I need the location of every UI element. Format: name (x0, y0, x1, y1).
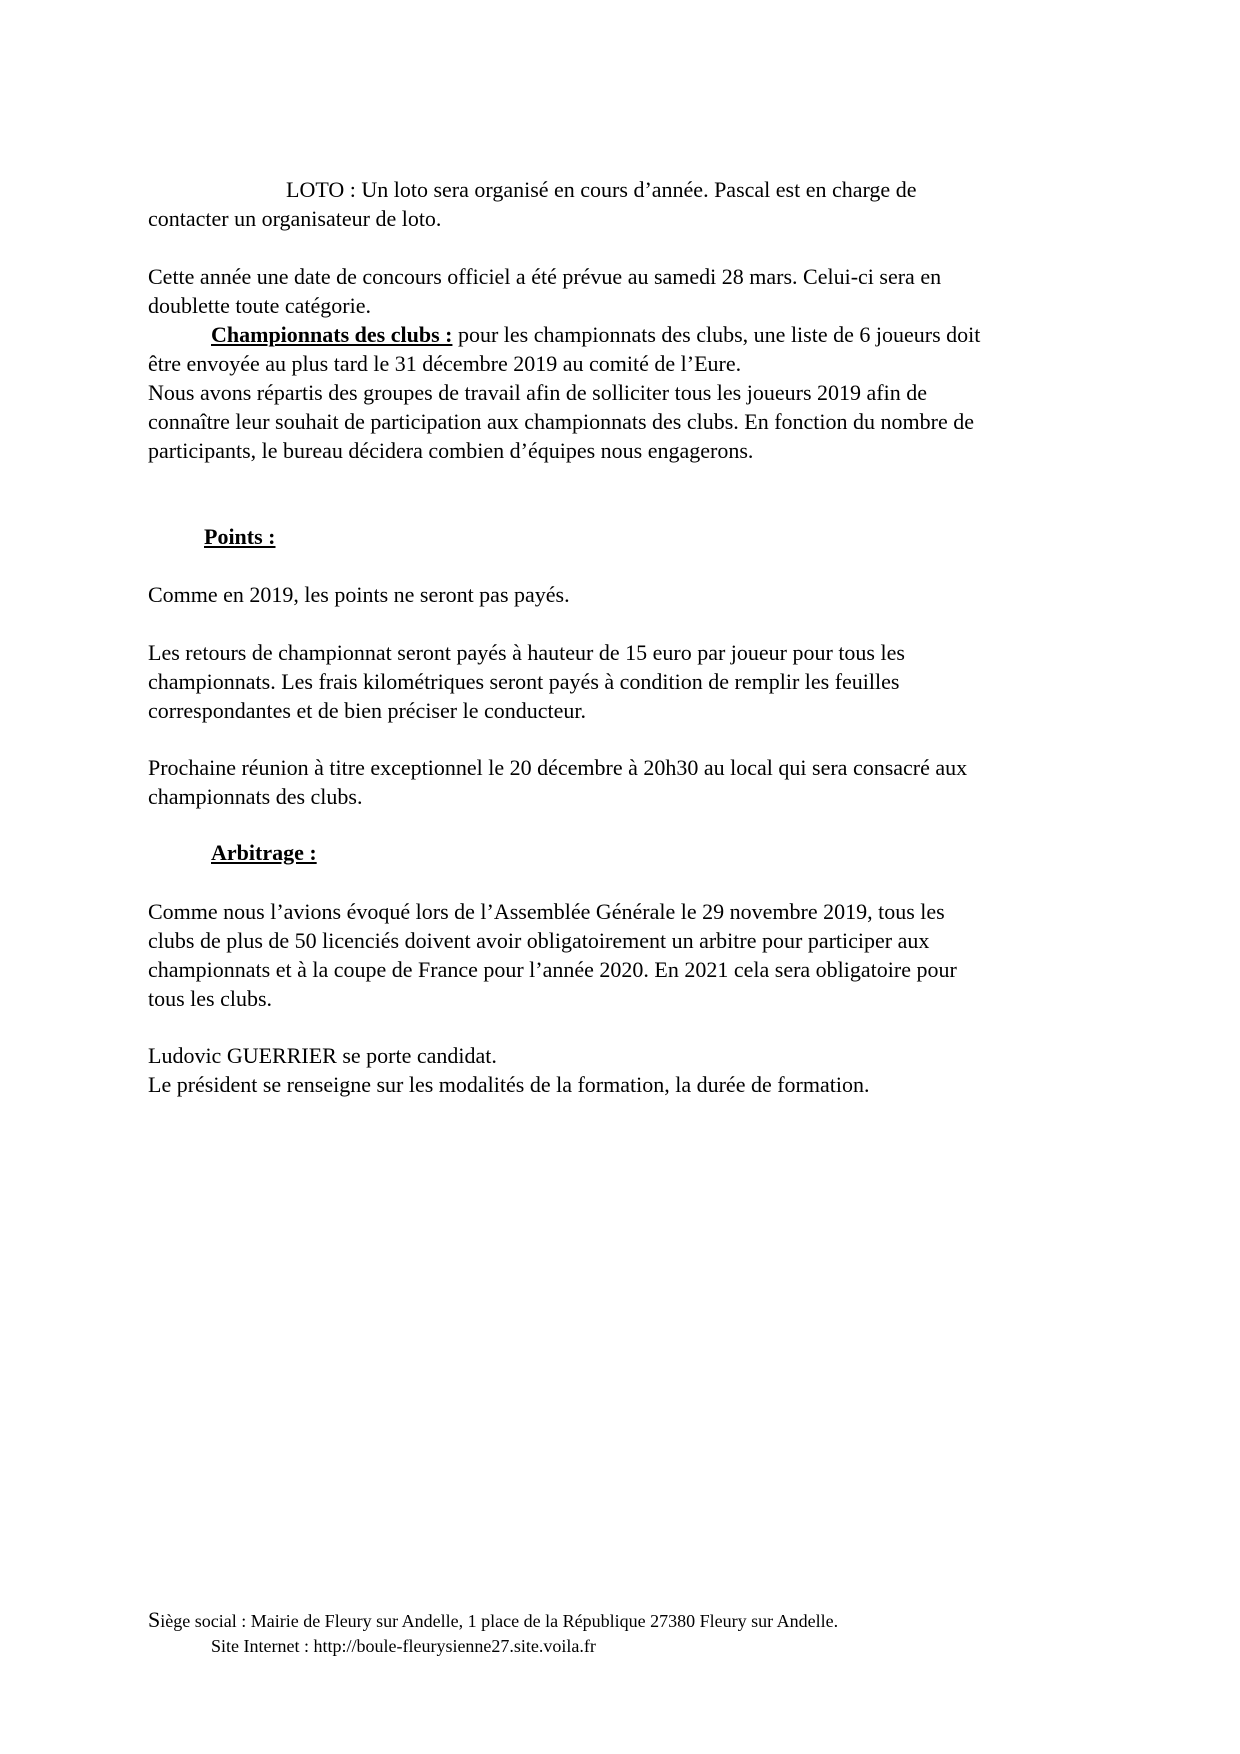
loto-line-1: LOTO : Un loto sera organisé en cours d’année. Pascal est en charge de (286, 177, 917, 202)
arbitrage-p1-line-4: tous les clubs. (148, 986, 273, 1011)
championnats-heading: Championnats des clubs : (211, 322, 453, 347)
arbitrage-p2-line-2: Le président se renseigne sur les modalités de la formation, la durée de formation. (148, 1072, 870, 1097)
points-p3-line-1: Prochaine réunion à titre exceptionnel le 20 décembre à 20h30 au local qui sera consacré aux (148, 755, 968, 780)
championnats-line-4: connaître leur souhait de participation aux championnats des clubs. En fonction du nombre de (148, 409, 974, 434)
points-paragraph-3 (148, 753, 1098, 811)
championnats-paragraph (148, 320, 1098, 465)
footer-site: Site Internet : http://boule-fleurysienne27.site.voila.fr (211, 1636, 596, 1656)
points-paragraph-2 (148, 638, 1098, 725)
footer-siege-text: iège social : Mairie de Fleury sur Andelle, 1 place de la République 27380 Fleury sur Andelle. (160, 1611, 839, 1631)
arbitrage-paragraph-2 (148, 1041, 1098, 1099)
points-p2-line-3: correspondantes et de bien préciser le conducteur. (148, 698, 586, 723)
arbitrage-p1-line-3: championnats et à la coupe de France pour l’année 2020. En 2021 cela sera obligatoire pour (148, 957, 957, 982)
concours-paragraph (148, 262, 1098, 320)
concours-line-2: doublette toute catégorie. (148, 293, 371, 318)
arbitrage-p1-line-2: clubs de plus de 50 licenciés doivent avoir obligatoirement un arbitre pour participer aux (148, 928, 930, 953)
points-p2-line-2: championnats. Les frais kilométriques seront payés à condition de remplir les feuilles (148, 669, 900, 694)
championnats-line-2: être envoyée au plus tard le 31 décembre 2019 au comité de l’Eure. (148, 351, 742, 376)
points-p1: Comme en 2019, les points ne seront pas payés. (148, 582, 570, 607)
points-p2-line-1: Les retours de championnat seront payés à hauteur de 15 euro par joueur pour tous les (148, 640, 905, 665)
points-paragraph-1 (148, 580, 1098, 609)
footer-siege-initial: S (148, 1607, 161, 1632)
championnats-line-5: participants, le bureau décidera combien d’équipes nous engagerons. (148, 438, 754, 463)
championnats-line-1 (148, 320, 1098, 349)
arbitrage-heading-block (148, 838, 1098, 867)
arbitrage-paragraph-1 (148, 897, 1098, 1013)
points-heading: Points : (204, 524, 276, 549)
loto-paragraph (148, 175, 1098, 233)
arbitrage-heading: Arbitrage : (211, 840, 317, 865)
points-p3-line-2: championnats des clubs. (148, 784, 363, 809)
concours-line-1: Cette année une date de concours officiel a été prévue au samedi 28 mars. Celui-ci sera en (148, 264, 942, 289)
points-heading-block (148, 522, 1098, 551)
arbitrage-p2-line-1: Ludovic GUERRIER se porte candidat. (148, 1043, 497, 1068)
arbitrage-p1-line-1: Comme nous l’avions évoqué lors de l’Assemblée Générale le 29 novembre 2019, tous les (148, 899, 945, 924)
championnats-line-1-text: pour les championnats des clubs, une liste de 6 joueurs doit (452, 322, 981, 347)
footer-siege (148, 1607, 838, 1634)
championnats-line-3: Nous avons répartis des groupes de travail afin de solliciter tous les joueurs 2019 afin de (148, 380, 927, 405)
loto-line-2: contacter un organisateur de loto. (148, 206, 442, 231)
page-footer (148, 1607, 838, 1659)
